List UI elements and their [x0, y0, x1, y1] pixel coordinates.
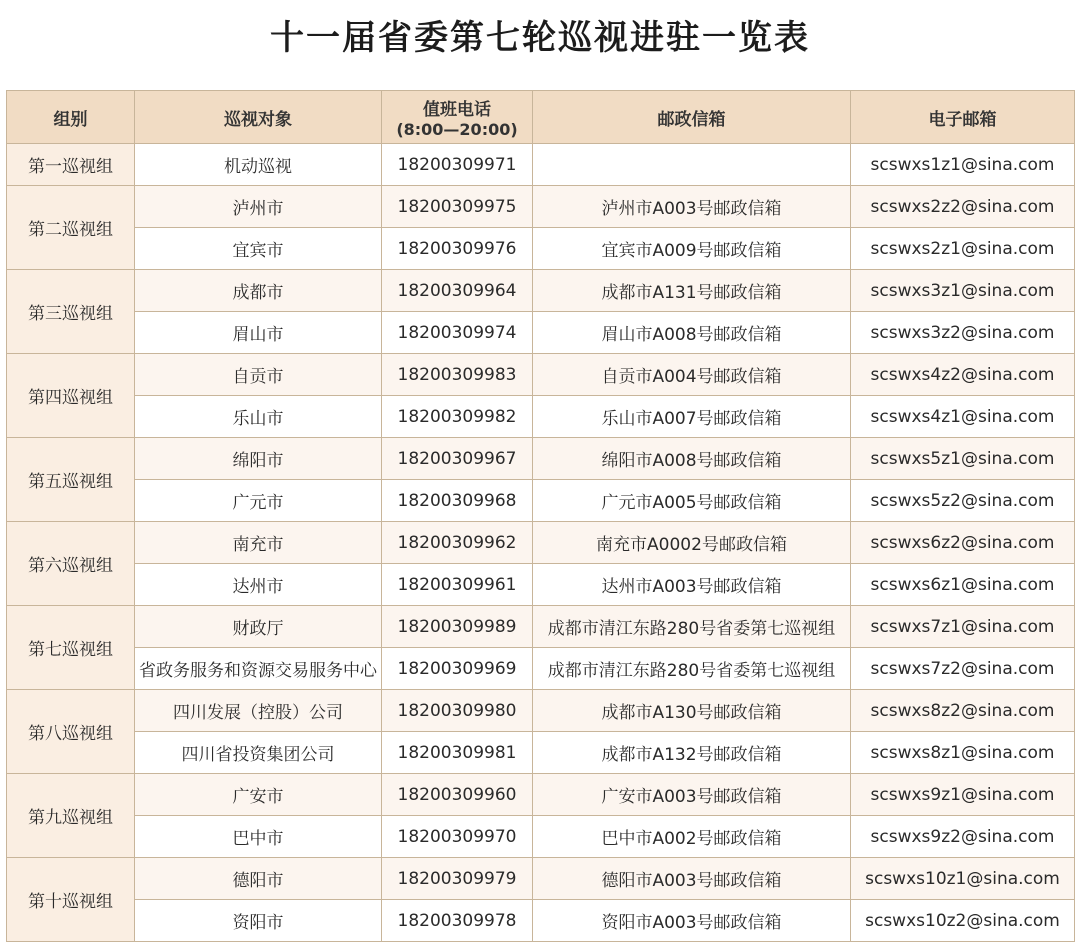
- phone-cell: 18200309967: [382, 438, 533, 480]
- table-row: [7, 900, 1075, 942]
- table-row: [7, 774, 1075, 816]
- target-cell: 乐山市: [135, 396, 382, 438]
- header-email: 电子邮箱: [851, 91, 1075, 144]
- table-row: [7, 648, 1075, 690]
- table-row: [7, 564, 1075, 606]
- mailbox-cell: [533, 144, 851, 186]
- header-row: [7, 91, 1075, 144]
- email-cell: scswxs10z2@sina.com: [851, 900, 1075, 942]
- email-cell: scswxs2z1@sina.com: [851, 228, 1075, 270]
- header-phone: [382, 91, 533, 144]
- group-name-cell: 第一巡视组: [7, 144, 135, 186]
- mailbox-cell: 自贡市A004号邮政信箱: [533, 354, 851, 396]
- email-cell: scswxs8z2@sina.com: [851, 690, 1075, 732]
- email-cell: scswxs3z1@sina.com: [851, 270, 1075, 312]
- mailbox-cell: 成都市清江东路280号省委第七巡视组: [533, 648, 851, 690]
- email-cell: scswxs4z2@sina.com: [851, 354, 1075, 396]
- page-title: 十一届省委第七轮巡视进驻一览表: [270, 18, 810, 58]
- phone-cell: 18200309974: [382, 312, 533, 354]
- mailbox-cell: 成都市A131号邮政信箱: [533, 270, 851, 312]
- mailbox-cell: 广安市A003号邮政信箱: [533, 774, 851, 816]
- mailbox-cell: 广元市A005号邮政信箱: [533, 480, 851, 522]
- table-row: [7, 858, 1075, 900]
- target-cell: 自贡市: [135, 354, 382, 396]
- email-cell: scswxs2z2@sina.com: [851, 186, 1075, 228]
- target-cell: 成都市: [135, 270, 382, 312]
- phone-cell: 18200309964: [382, 270, 533, 312]
- inspection-table: [6, 90, 1075, 942]
- email-cell: scswxs10z1@sina.com: [851, 858, 1075, 900]
- target-cell: 眉山市: [135, 312, 382, 354]
- email-cell: scswxs1z1@sina.com: [851, 144, 1075, 186]
- phone-cell: 18200309975: [382, 186, 533, 228]
- table-row: [7, 270, 1075, 312]
- target-cell: 广安市: [135, 774, 382, 816]
- mailbox-cell: 巴中市A002号邮政信箱: [533, 816, 851, 858]
- table-row: [7, 396, 1075, 438]
- email-cell: scswxs9z1@sina.com: [851, 774, 1075, 816]
- target-cell: 泸州市: [135, 186, 382, 228]
- phone-cell: 18200309979: [382, 858, 533, 900]
- mailbox-cell: 成都市A132号邮政信箱: [533, 732, 851, 774]
- mailbox-cell: 南充市A0002号邮政信箱: [533, 522, 851, 564]
- mailbox-cell: 成都市A130号邮政信箱: [533, 690, 851, 732]
- target-cell: 巴中市: [135, 816, 382, 858]
- header-target: 巡视对象: [135, 91, 382, 144]
- phone-cell: 18200309981: [382, 732, 533, 774]
- phone-cell: 18200309982: [382, 396, 533, 438]
- table-body: [7, 144, 1075, 942]
- email-cell: scswxs7z2@sina.com: [851, 648, 1075, 690]
- group-name-cell: 第三巡视组: [7, 270, 135, 354]
- group-name-cell: 第八巡视组: [7, 690, 135, 774]
- group-name-cell: 第六巡视组: [7, 522, 135, 606]
- target-cell: 资阳市: [135, 900, 382, 942]
- table-row: [7, 228, 1075, 270]
- mailbox-cell: 泸州市A003号邮政信箱: [533, 186, 851, 228]
- phone-cell: 18200309989: [382, 606, 533, 648]
- table-row: [7, 732, 1075, 774]
- table-row: [7, 144, 1075, 186]
- table-row: [7, 690, 1075, 732]
- email-cell: scswxs5z2@sina.com: [851, 480, 1075, 522]
- email-cell: scswxs4z1@sina.com: [851, 396, 1075, 438]
- target-cell: 省政务服务和资源交易服务中心: [135, 648, 382, 690]
- mailbox-cell: 德阳市A003号邮政信箱: [533, 858, 851, 900]
- target-cell: 机动巡视: [135, 144, 382, 186]
- email-cell: scswxs7z1@sina.com: [851, 606, 1075, 648]
- header-phone-hours: (8:00—20:00): [396, 120, 518, 139]
- table-row: [7, 480, 1075, 522]
- table-row: [7, 312, 1075, 354]
- target-cell: 四川发展（控股）公司: [135, 690, 382, 732]
- target-cell: 德阳市: [135, 858, 382, 900]
- phone-cell: 18200309971: [382, 144, 533, 186]
- phone-cell: 18200309960: [382, 774, 533, 816]
- group-name-cell: 第五巡视组: [7, 438, 135, 522]
- target-cell: 广元市: [135, 480, 382, 522]
- mailbox-cell: 乐山市A007号邮政信箱: [533, 396, 851, 438]
- phone-cell: 18200309969: [382, 648, 533, 690]
- target-cell: 四川省投资集团公司: [135, 732, 382, 774]
- mailbox-cell: 达州市A003号邮政信箱: [533, 564, 851, 606]
- table-row: [7, 606, 1075, 648]
- phone-cell: 18200309983: [382, 354, 533, 396]
- header-mailbox: 邮政信箱: [533, 91, 851, 144]
- phone-cell: 18200309968: [382, 480, 533, 522]
- table-row: [7, 522, 1075, 564]
- mailbox-cell: 资阳市A003号邮政信箱: [533, 900, 851, 942]
- group-name-cell: 第七巡视组: [7, 606, 135, 690]
- target-cell: 南充市: [135, 522, 382, 564]
- email-cell: scswxs5z1@sina.com: [851, 438, 1075, 480]
- phone-cell: 18200309970: [382, 816, 533, 858]
- mailbox-cell: 眉山市A008号邮政信箱: [533, 312, 851, 354]
- email-cell: scswxs3z2@sina.com: [851, 312, 1075, 354]
- email-cell: scswxs8z1@sina.com: [851, 732, 1075, 774]
- target-cell: 绵阳市: [135, 438, 382, 480]
- table-row: [7, 186, 1075, 228]
- group-name-cell: 第二巡视组: [7, 186, 135, 270]
- phone-cell: 18200309978: [382, 900, 533, 942]
- mailbox-cell: 成都市清江东路280号省委第七巡视组: [533, 606, 851, 648]
- table-row: [7, 816, 1075, 858]
- mailbox-cell: 绵阳市A008号邮政信箱: [533, 438, 851, 480]
- mailbox-cell: 宜宾市A009号邮政信箱: [533, 228, 851, 270]
- email-cell: scswxs9z2@sina.com: [851, 816, 1075, 858]
- header-phone-label: 值班电话: [423, 100, 491, 120]
- email-cell: scswxs6z1@sina.com: [851, 564, 1075, 606]
- group-name-cell: 第十巡视组: [7, 858, 135, 942]
- email-cell: scswxs6z2@sina.com: [851, 522, 1075, 564]
- target-cell: 宜宾市: [135, 228, 382, 270]
- table-row: [7, 354, 1075, 396]
- group-name-cell: 第四巡视组: [7, 354, 135, 438]
- target-cell: 达州市: [135, 564, 382, 606]
- header-group: 组别: [7, 91, 135, 144]
- target-cell: 财政厅: [135, 606, 382, 648]
- group-name-cell: 第九巡视组: [7, 774, 135, 858]
- phone-cell: 18200309962: [382, 522, 533, 564]
- table-row: [7, 438, 1075, 480]
- phone-cell: 18200309980: [382, 690, 533, 732]
- phone-cell: 18200309961: [382, 564, 533, 606]
- phone-cell: 18200309976: [382, 228, 533, 270]
